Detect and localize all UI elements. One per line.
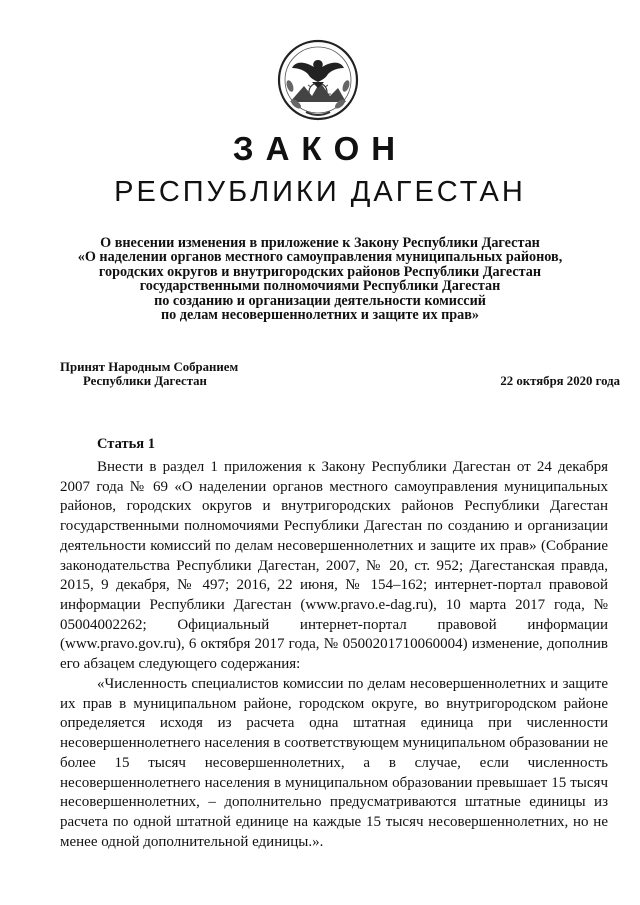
heading-line: городских округов и внутригородских районов Республики Дагестан (98, 263, 542, 280)
article-paragraph-2: «Численность специалистов комиссии по делам несовершеннолетних и защите их прав в муниципальном районе, городском округе, во внутригородском районе определяется исходя из расчета одна штатная единица при численности несовершеннолетнего населения в соответствующем муниципальном образовании не более 15 тысяч несовершеннолетних, а в случае, если численность несовершеннолетнего населения в муниципальном образовании превышает 15 тысяч несовершеннолетних, – дополнительно предусматриваются штатные единицы из расчета по одной штатной единице на каждые 15 тысяч несовершеннолетних, но не менее одной дополнительной единицы.». (60, 676, 608, 850)
heading-line: государственными полномочиями Республики Дагестан (139, 278, 501, 295)
adopted-by-republic: Республики Дагестан (83, 373, 207, 388)
law-heading (40, 236, 600, 322)
article-paragraph-1: Внести в раздел 1 приложения к Закону Республики Дагестан от 24 декабря 2007 года № 69 «О наделении органов местного самоуправления муниципальных районов, городских округов и внутригородских районов Республики Дагестан государственными полномочиями Республики Дагестан по созданию и организации деятельности комиссий по делам несовершеннолетних и защите их прав» (Собрание законодательства Республики Дагестан, 2007, № 20, ст. 952; Дагестанская правда, 2015, 9 декабря, № 497; 2016, 22 июня, № 154–162; интернет-портал правовой информации Республики Дагестан (www.pravo.e-dag.ru), 10 марта 2017 года, № 05004002262; Официальный интернет-портал правовой информации (www.pravo.gov.ru), 6 октября 2017 года, № 0500201710060004) изменение, дополнив его абзацем следующего содержания: (60, 459, 608, 673)
heading-line: О внесении изменения в приложение к Закону Республики Дагестан (100, 235, 540, 251)
heading-line: по созданию и организации деятельности комиссий (154, 292, 486, 309)
article-title: Статья 1 (97, 436, 155, 452)
dagestan-coat-of-arms-icon (276, 38, 360, 122)
adopted-by-line: Принят Народным Собранием (60, 360, 239, 374)
heading-line: «О наделении органов местного самоуправления муниципальных районов, (77, 249, 563, 266)
document-subtitle: РЕСПУБЛИКИ ДАГЕСТАН (114, 176, 526, 208)
adoption-block (60, 361, 620, 388)
document-title: ЗАКОН (232, 130, 408, 167)
adoption-date: 22 октября 2020 года (500, 373, 620, 388)
heading-line: по делам несовершеннолетних и защите их прав» (160, 307, 480, 324)
